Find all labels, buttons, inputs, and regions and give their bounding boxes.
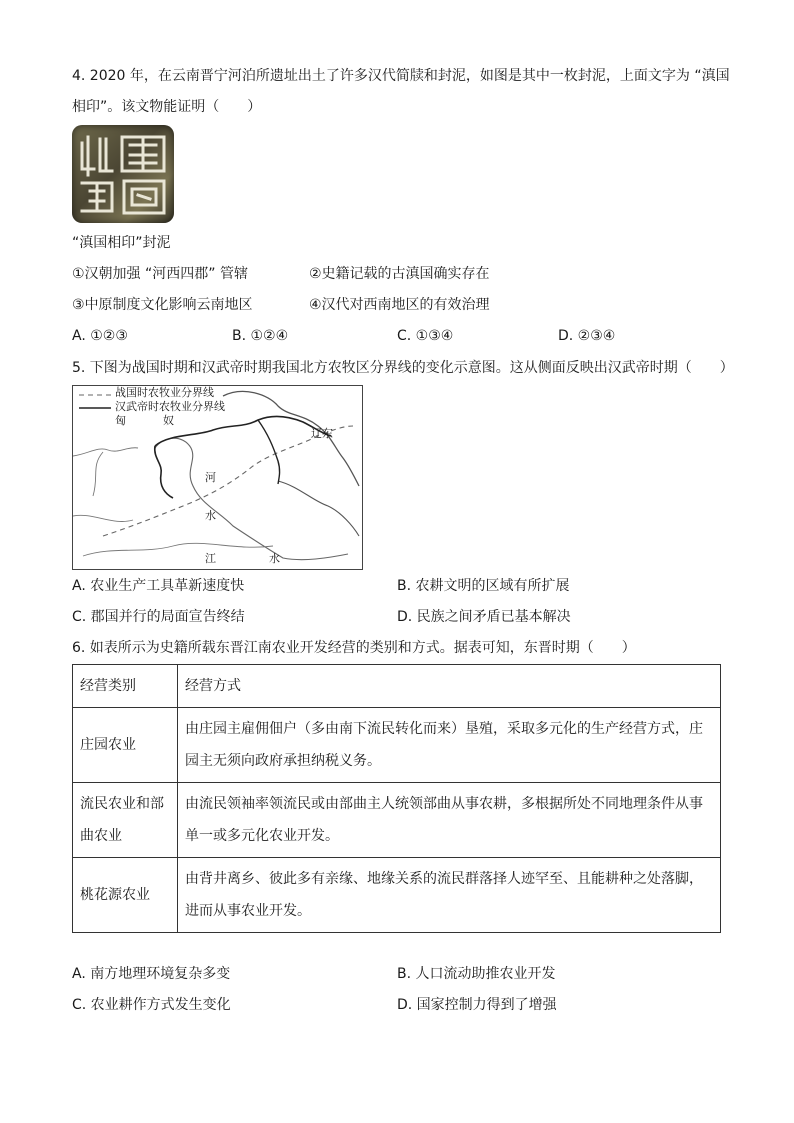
legend-han-wudi: 汉武帝时农牧业分界线 <box>115 400 225 413</box>
seal-characters-drawing <box>72 125 174 223</box>
q6-option-b[interactable]: B. 人口流动助推农业开发 <box>397 966 556 982</box>
q6-option-a[interactable]: A. 南方地理环境复杂多变 <box>72 966 231 982</box>
seal-caption: “滇国相印”封泥 <box>72 235 171 251</box>
q4-item-3: ③中原制度文化影响云南地区 <box>72 297 253 313</box>
table-header-row <box>73 665 721 708</box>
q4-stem-line2: 相印”。该文物能证明（ ） <box>72 99 262 115</box>
boundary-map <box>72 385 363 570</box>
q5-option-a[interactable]: A. 农业生产工具革新速度快 <box>72 578 245 594</box>
map-label-he: 河 <box>205 471 216 484</box>
table-cell-category: 庄园农业 <box>73 708 178 783</box>
table-cell-method: 由流民领袖率领流民或由部曲主人统领部曲从事农耕，多根据所处不同地理条件从事单一或多元化农业开发。 <box>178 783 721 858</box>
table-cell-category: 桃花源农业 <box>73 858 178 933</box>
q5-option-c[interactable]: C. 郡国并行的局面宣告终结 <box>72 609 245 625</box>
seal-image <box>72 125 174 223</box>
q4-option-c[interactable]: C. ①③④ <box>397 328 454 344</box>
q4-option-a[interactable]: A. ①②③ <box>72 328 128 344</box>
table-cell-method: 由庄园主雇佣佃户（多由南下流民转化而来）垦殖，采取多元化的生产经营方式，庄园主无须向政府承担纳税义务。 <box>178 708 721 783</box>
agriculture-table <box>72 664 721 933</box>
q4-option-d[interactable]: D. ②③④ <box>558 328 616 344</box>
q4-stem-line1: 4. 2020 年，在云南晋宁河泊所遗址出土了许多汉代简牍和封泥，如图是其中一枚封泥，上面文字为 “滇国 <box>72 68 730 84</box>
table-row <box>73 783 721 858</box>
q5-option-d[interactable]: D. 民族之间矛盾已基本解决 <box>397 609 571 625</box>
q4-item-2: ②史籍记载的古滇国确实存在 <box>309 266 490 282</box>
table-cell-method: 由背井离乡、彼此多有亲缘、地缘关系的流民群落择人迹罕至、且能耕种之处落脚，进而从事农业开发。 <box>178 858 721 933</box>
q4-item-4: ④汉代对西南地区的有效治理 <box>309 297 490 313</box>
table-row <box>73 858 721 933</box>
map-label-shui-1: 水 <box>205 509 216 522</box>
q4-option-b[interactable]: B. ①②④ <box>232 328 289 344</box>
table-row <box>73 708 721 783</box>
map-label-liaodong: 辽东 <box>311 427 333 440</box>
q5-option-b[interactable]: B. 农耕文明的区域有所扩展 <box>397 578 570 594</box>
table-header-method: 经营方式 <box>178 665 721 708</box>
map-label-shui-2: 水 <box>269 552 280 565</box>
q4-item-1: ①汉朝加强 “河西四郡” 管辖 <box>72 266 248 282</box>
table-header-category: 经营类别 <box>73 665 178 708</box>
q6-stem: 6. 如表所示为史籍所载东晋江南农业开发经营的类别和方式。据表可知，东晋时期（ ） <box>72 640 636 656</box>
map-label-xiong: 匈 <box>115 414 126 427</box>
table-cell-category: 流民农业和部曲农业 <box>73 783 178 858</box>
map-label-nu: 奴 <box>163 414 174 427</box>
legend-warring-states: 战国时农牧业分界线 <box>115 386 214 399</box>
q6-option-d[interactable]: D. 国家控制力得到了增强 <box>397 997 557 1013</box>
map-label-jiang: 江 <box>205 552 216 565</box>
q6-option-c[interactable]: C. 农业耕作方式发生变化 <box>72 997 231 1013</box>
q5-stem: 5. 下图为战国时期和汉武帝时期我国北方农牧区分界线的变化示意图。这从侧面反映出汉武帝时期（ ） <box>72 360 734 376</box>
